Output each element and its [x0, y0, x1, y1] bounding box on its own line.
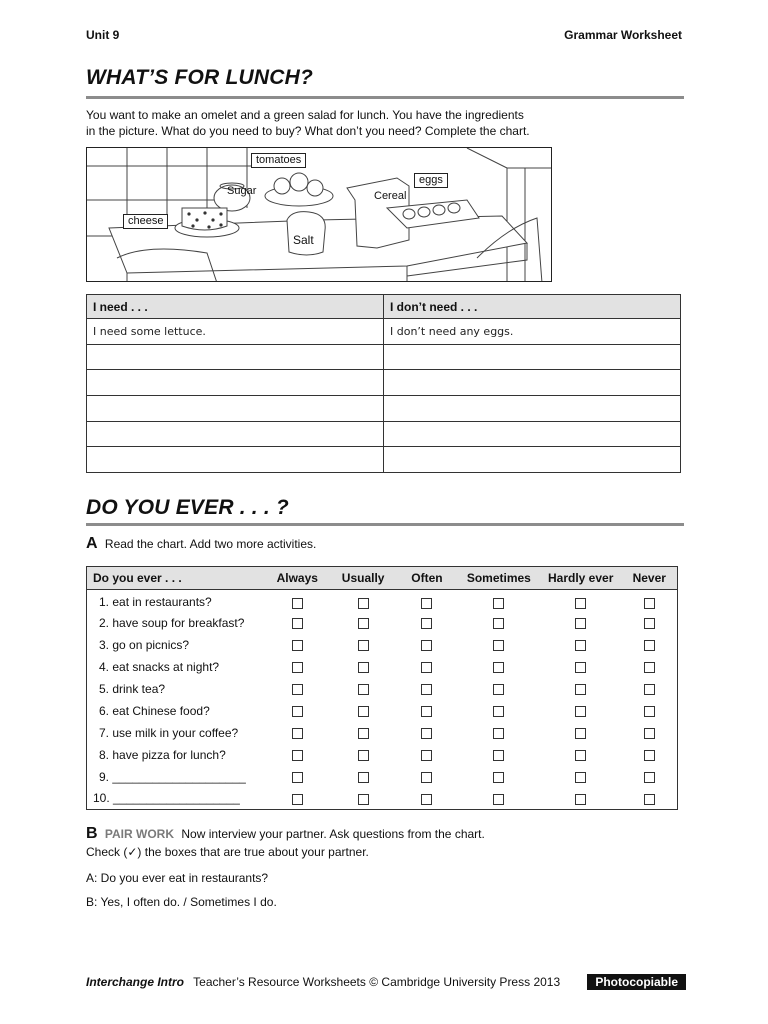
table-row: [87, 766, 678, 788]
checkbox-usually[interactable]: [358, 618, 369, 629]
checkbox-never[interactable]: [644, 772, 655, 783]
checkbox-sometimes[interactable]: [493, 618, 504, 629]
table-row: [87, 744, 678, 766]
table-row: [87, 722, 678, 744]
step-a: [86, 535, 316, 553]
table-row: [87, 656, 678, 678]
footer-copyright: Teacher’s Resource Worksheets © Cambridge University Press 2013: [193, 975, 561, 989]
checkbox-often[interactable]: [421, 662, 432, 673]
label-cheese: cheese: [123, 214, 168, 229]
activity-label-blank[interactable]: 9. ____________________: [99, 769, 246, 784]
step-b: [86, 825, 485, 843]
checkbox-sometimes[interactable]: [493, 640, 504, 651]
checkbox-never[interactable]: [644, 750, 655, 761]
table-row: [87, 700, 678, 722]
example-answer: B: Yes, I often do. / Sometimes I do.: [86, 895, 277, 909]
need-cell[interactable]: [87, 396, 384, 422]
intro-line-1: You want to make an omelet and a green salad for lunch. You have the ingredients: [86, 108, 524, 122]
checkbox-always[interactable]: [292, 684, 303, 695]
checkbox-hardly-ever[interactable]: [575, 750, 586, 761]
header-do-you-ever: Do you ever . . .: [87, 567, 265, 590]
dont-need-cell[interactable]: [384, 396, 681, 422]
label-eggs: eggs: [414, 173, 448, 188]
section-divider: [86, 96, 684, 99]
need-cell[interactable]: [87, 447, 384, 473]
checkbox-sometimes[interactable]: [493, 772, 504, 783]
checkbox-often[interactable]: [421, 794, 432, 805]
page-header: [86, 28, 682, 44]
need-table: [86, 294, 681, 473]
header-i-dont-need: I don’t need . . .: [384, 295, 681, 319]
pair-work-label: PAIR WORK: [104, 827, 175, 841]
checkbox-sometimes[interactable]: [493, 794, 504, 805]
checkbox-usually[interactable]: [358, 728, 369, 739]
checkbox-hardly-ever[interactable]: [575, 684, 586, 695]
checkbox-sometimes[interactable]: [493, 728, 504, 739]
header-never: Never: [622, 567, 678, 590]
checkbox-often[interactable]: [421, 728, 432, 739]
checkbox-sometimes[interactable]: [493, 684, 504, 695]
page-footer: [86, 975, 686, 993]
checkbox-always[interactable]: [292, 750, 303, 761]
checkbox-usually[interactable]: [358, 772, 369, 783]
checkbox-never[interactable]: [644, 794, 655, 805]
need-cell[interactable]: [87, 370, 384, 396]
checkbox-hardly-ever[interactable]: [575, 794, 586, 805]
checkbox-often[interactable]: [421, 618, 432, 629]
photocopiable-badge: Photocopiable: [587, 974, 686, 990]
checkbox-hardly-ever[interactable]: [575, 662, 586, 673]
table-row: [87, 396, 681, 422]
lunch-instructions: [86, 107, 686, 139]
table-row: [87, 344, 681, 370]
need-table-header: [87, 295, 681, 319]
step-b-text: Now interview your partner. Ask questions from the chart.: [181, 827, 485, 841]
need-cell[interactable]: I need some lettuce.: [87, 319, 384, 345]
checkbox-never[interactable]: [644, 598, 655, 609]
checkbox-usually[interactable]: [358, 794, 369, 805]
activity-label: 8. have pizza for lunch?: [99, 747, 226, 762]
step-a-text: Read the chart. Add two more activities.: [104, 537, 317, 551]
checkbox-never[interactable]: [644, 618, 655, 629]
checkbox-hardly-ever[interactable]: [575, 706, 586, 717]
worksheet-type: Grammar Worksheet: [564, 28, 682, 42]
header-always: Always: [264, 567, 330, 590]
checkbox-hardly-ever[interactable]: [575, 772, 586, 783]
label-sugar: Sugar: [227, 185, 257, 197]
need-cell[interactable]: [87, 344, 384, 370]
header-often: Often: [396, 567, 458, 590]
table-row: [87, 590, 678, 612]
dont-need-cell[interactable]: I don’t need any eggs.: [384, 319, 681, 345]
need-cell[interactable]: [87, 421, 384, 447]
checkbox-never[interactable]: [644, 684, 655, 695]
checkbox-always[interactable]: [292, 772, 303, 783]
kitchen-illustration: [86, 147, 552, 282]
activity-label: 6. eat Chinese food?: [99, 703, 210, 718]
checkbox-never[interactable]: [644, 640, 655, 651]
checkbox-often[interactable]: [421, 598, 432, 609]
activity-label: 1. eat in restaurants?: [99, 595, 212, 610]
table-row: [87, 319, 681, 345]
checkbox-often[interactable]: [421, 684, 432, 695]
checkbox-sometimes[interactable]: [493, 662, 504, 673]
checkbox-usually[interactable]: [358, 706, 369, 717]
checkbox-sometimes[interactable]: [493, 750, 504, 761]
header-sometimes: Sometimes: [458, 567, 540, 590]
checkbox-always[interactable]: [292, 794, 303, 805]
checkbox-often[interactable]: [421, 706, 432, 717]
checkbox-hardly-ever[interactable]: [575, 598, 586, 609]
checkbox-always[interactable]: [292, 598, 303, 609]
table-row: [87, 370, 681, 396]
activity-label: 7. use milk in your coffee?: [99, 725, 239, 740]
unit-label: Unit 9: [86, 28, 120, 42]
checkbox-hardly-ever[interactable]: [575, 618, 586, 629]
header-hardly-ever: Hardly ever: [540, 567, 622, 590]
frequency-table: [86, 566, 678, 810]
section-title-lunch: WHAT’S FOR LUNCH?: [86, 66, 313, 89]
checkbox-always[interactable]: [292, 728, 303, 739]
frequency-table-header: [87, 567, 678, 590]
checkbox-never[interactable]: [644, 662, 655, 673]
checkbox-usually[interactable]: [358, 684, 369, 695]
checkbox-sometimes[interactable]: [493, 706, 504, 717]
checkbox-usually[interactable]: [358, 640, 369, 651]
example-question: A: Do you ever eat in restaurants?: [86, 871, 269, 885]
table-row: [87, 634, 678, 656]
checkbox-always[interactable]: [292, 706, 303, 717]
step-b-line-2: Check (✓) the boxes that are true about your partner.: [86, 845, 369, 859]
checkbox-never[interactable]: [644, 706, 655, 717]
dont-need-cell[interactable]: [384, 344, 681, 370]
checkbox-often[interactable]: [421, 772, 432, 783]
checkbox-usually[interactable]: [358, 662, 369, 673]
checkbox-hardly-ever[interactable]: [575, 640, 586, 651]
section-title-do-you-ever: DO YOU EVER . . . ?: [86, 496, 289, 519]
section-divider: [86, 523, 684, 526]
dont-need-cell[interactable]: [384, 447, 681, 473]
label-cereal: Cereal: [374, 190, 407, 202]
checkbox-always[interactable]: [292, 640, 303, 651]
checkbox-usually[interactable]: [358, 598, 369, 609]
checkbox-always[interactable]: [292, 662, 303, 673]
header-i-need: I need . . .: [87, 295, 384, 319]
dont-need-cell[interactable]: [384, 370, 681, 396]
activity-label: 5. drink tea?: [99, 681, 166, 696]
step-a-letter: A: [86, 535, 98, 552]
dont-need-cell[interactable]: [384, 421, 681, 447]
activity-label-blank[interactable]: 10. ___________________: [93, 791, 240, 806]
checkbox-often[interactable]: [421, 750, 432, 761]
step-b-letter: B: [86, 825, 98, 842]
table-row: [87, 788, 678, 810]
checkbox-sometimes[interactable]: [493, 598, 504, 609]
table-row: [87, 421, 681, 447]
activity-label: 4. eat snacks at night?: [99, 659, 220, 674]
intro-line-2: in the picture. What do you need to buy? What don’t you need? Complete the chart.: [86, 124, 530, 138]
header-usually: Usually: [330, 567, 396, 590]
table-row: [87, 678, 678, 700]
label-tomatoes: tomatoes: [251, 153, 306, 168]
checkbox-never[interactable]: [644, 728, 655, 739]
label-salt: Salt: [293, 233, 314, 247]
table-row: [87, 612, 678, 634]
checkbox-usually[interactable]: [358, 750, 369, 761]
checkbox-always[interactable]: [292, 618, 303, 629]
checkbox-hardly-ever[interactable]: [575, 728, 586, 739]
activity-label: 2. have soup for breakfast?: [99, 615, 245, 630]
checkbox-often[interactable]: [421, 640, 432, 651]
table-row: [87, 447, 681, 473]
footer-brand: Interchange Intro: [86, 975, 185, 989]
activity-label: 3. go on picnics?: [99, 637, 190, 652]
